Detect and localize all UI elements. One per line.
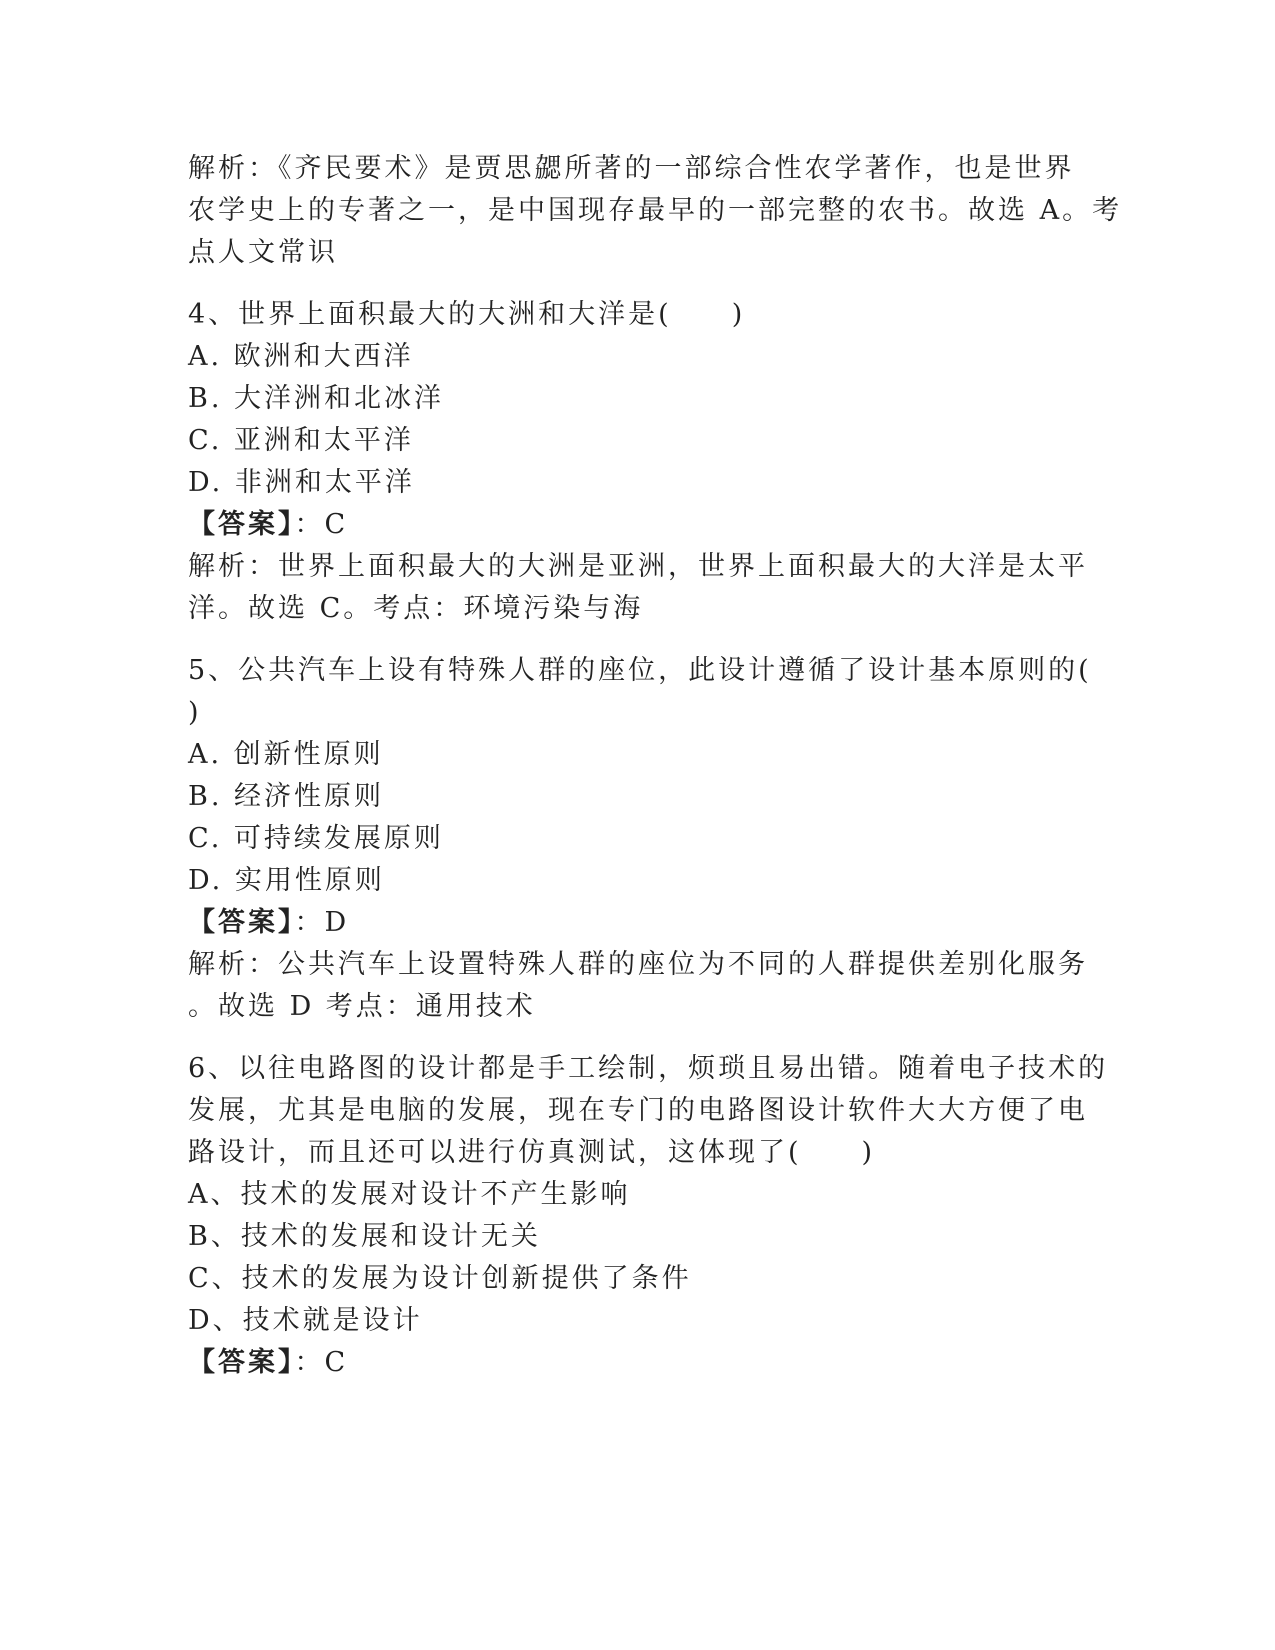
question-5: [188, 650, 1092, 1028]
question-stem: 5、公共汽车上设有特殊人群的座位，此设计遵循了设计基本原则的(: [188, 655, 1092, 686]
spacer: [188, 274, 1088, 294]
analysis-line: 。故选 D 考点：通用技术: [188, 991, 536, 1022]
option-b: B. 经济性原则: [188, 781, 385, 812]
analysis-line: 解析：公共汽车上设置特殊人群的座位为不同的人群提供差别化服务: [188, 949, 1088, 980]
answer-label: 【答案】: [188, 509, 295, 540]
answer-line: [188, 504, 1088, 546]
question-stem: 4、世界上面积最大的大洲和大洋是( ): [188, 299, 746, 330]
option-c: C、技术的发展为设计创新提供了条件: [188, 1263, 692, 1294]
option-a: A、技术的发展对设计不产生影响: [188, 1179, 631, 1210]
spacer: [188, 1028, 1088, 1048]
analysis-line: 农学史上的专著之一，是中国现存最早的一部完整的农书。故选 A。考: [188, 195, 1123, 226]
answer-line: [188, 1342, 1088, 1384]
question-stem: 路设计，而且还可以进行仿真测试，这体现了( ): [188, 1137, 876, 1168]
answer-label: 【答案】: [188, 1347, 295, 1378]
spacer: [188, 630, 1088, 650]
option-c: C. 亚洲和太平洋: [188, 425, 414, 456]
option-b: B. 大洋洲和北冰洋: [188, 383, 445, 414]
analysis-line: 洋。故选 C。考点：环境污染与海: [188, 593, 644, 624]
answer-separator: ：: [294, 509, 325, 540]
answer-value: C: [324, 1347, 349, 1378]
option-d: D. 实用性原则: [188, 865, 385, 896]
answer-separator: ：: [294, 907, 325, 938]
option-a: A. 创新性原则: [188, 739, 384, 770]
answer-line: [188, 902, 1088, 944]
option-d: D、技术就是设计: [188, 1305, 423, 1336]
question-stem: 6、以往电路图的设计都是手工绘制，烦琐且易出错。随着电子技术的: [188, 1053, 1109, 1084]
analysis-line: 解析：世界上面积最大的大洲是亚洲，世界上面积最大的大洋是太平: [188, 551, 1088, 582]
analysis-block-q3: [188, 148, 1123, 274]
answer-label: 【答案】: [188, 907, 295, 938]
document-content: [188, 148, 1123, 1384]
question-stem: 发展，尤其是电脑的发展，现在专门的电路图设计软件大大方便了电: [188, 1095, 1088, 1126]
answer-separator: ：: [294, 1347, 325, 1378]
question-4: [188, 294, 1088, 630]
analysis-line: 解析：《齐民要术》是贾思勰所著的一部综合性农学著作，也是世界: [188, 153, 1075, 184]
analysis-line: 点人文常识: [188, 237, 338, 268]
option-a: A. 欧洲和大西洋: [188, 341, 414, 372]
answer-value: D: [324, 907, 350, 938]
option-c: C. 可持续发展原则: [188, 823, 444, 854]
option-d: D. 非洲和太平洋: [188, 467, 415, 498]
option-b: B、技术的发展和设计无关: [188, 1221, 541, 1252]
answer-value: C: [324, 509, 349, 540]
question-stem: ): [188, 697, 202, 728]
question-6: [188, 1048, 1109, 1384]
